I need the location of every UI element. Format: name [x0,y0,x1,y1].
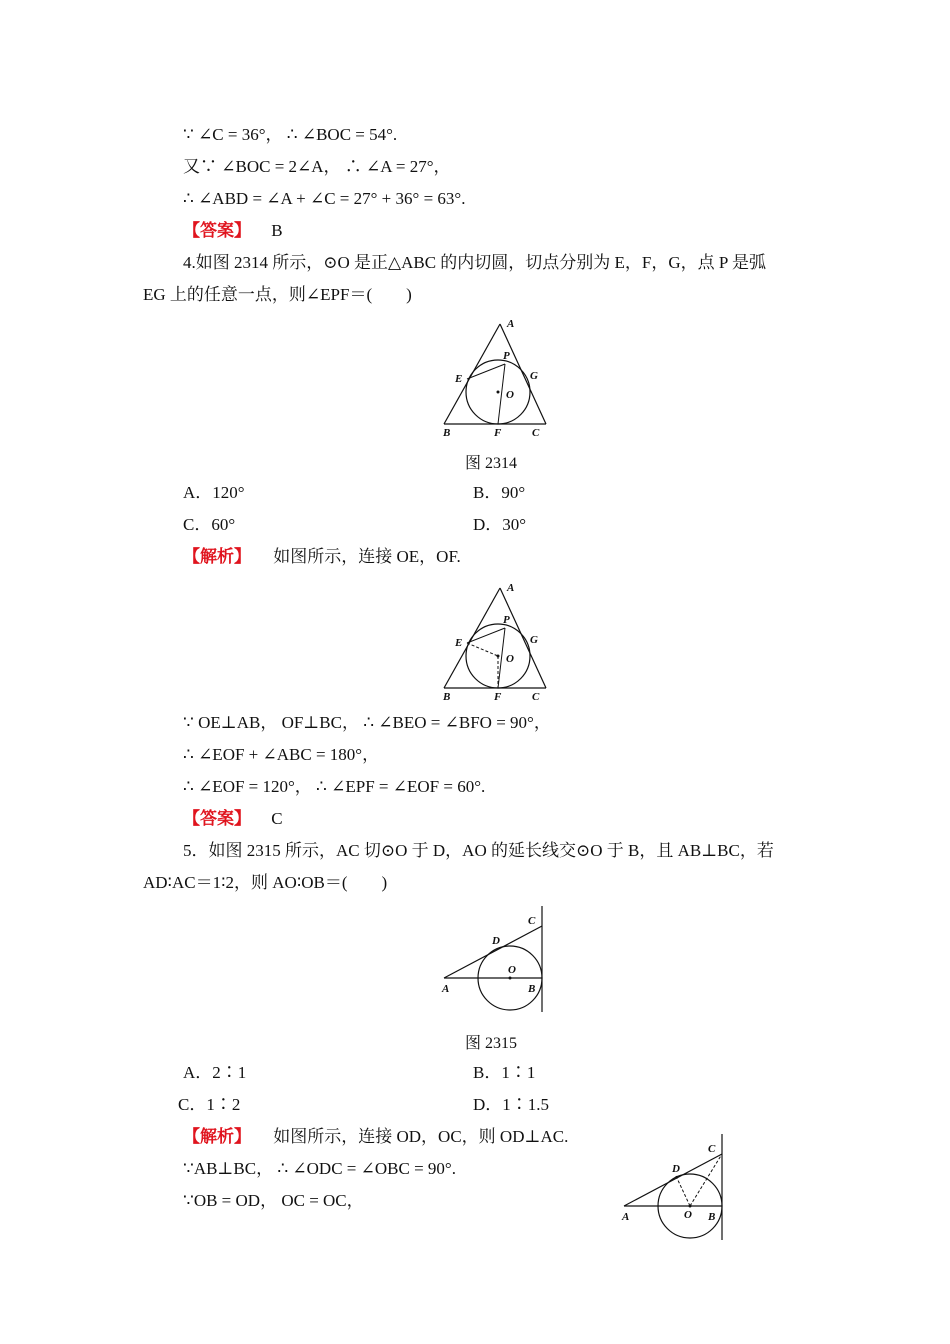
fig-center-dot [497,655,500,658]
figure-2314-caption: 图 2314 [465,455,518,472]
fig-segment-pf [498,628,505,688]
answer-value: B [271,221,283,240]
fig-label-d: D [672,1163,680,1175]
fig-label-c: C [708,1143,716,1155]
solution-5-line-1: ∵AB⊥BC， ∴ ∠ODC = ∠OBC = 90°. [183,1159,456,1178]
fig-label-a: A [507,318,515,330]
solution-4-line-2: ∴ ∠EOF + ∠ABC = 180°， [183,745,380,764]
question-5-line-1: 5．如图 2315 所示，AC 切⊙O 于 D，AO 的延长线交⊙O 于 B，且 AB⊥BC，若 [183,841,774,860]
fig-center-dot [689,1205,692,1208]
solution-4-line-3: ∴ ∠EOF = 120°， ∴ ∠EPF = ∠EOF = 60°. [183,777,486,796]
fig-label-e: E [455,373,463,385]
fig-side-ac [500,588,546,688]
figure-2315-caption: 图 2315 [465,1035,518,1052]
fig-label-b: B [443,691,451,703]
fig-line-ac [624,1154,722,1206]
option-b: B．90° [473,483,526,502]
answer-tag: 【答案】 [183,221,251,240]
fig-label-o: O [506,653,514,665]
option-d: D．30° [473,515,527,534]
solution-line-2: 又∵ ∠BOC = 2∠A， ∴ ∠A = 27°， [183,157,451,176]
fig-segment-pf [498,364,505,424]
fig-label-b: B [443,427,451,439]
figure-2315-solution [616,1132,736,1244]
analysis-text: 如图所示，连接 OD，OC，则 OD⊥AC. [273,1127,569,1146]
fig-label-f: F [494,691,502,703]
fig-line-ac [444,926,542,978]
question-4-line-1: 4.如图 2314 所示，⊙O 是正△ABC 的内切圆，切点分别为 E，F，G，点 P 是弧 [183,253,766,272]
solution-5-line-2: ∵OB = OD， OC = OC， [183,1191,364,1210]
fig-label-a: A [622,1211,630,1223]
analysis-tag: 【解析】 [183,1127,251,1146]
fig-label-p: P [503,350,510,362]
question-4-line-2: EG 上的任意一点，则∠EPF＝( ) [143,285,412,304]
fig-label-d: D [492,935,500,947]
fig-center-dot [497,391,500,394]
fig-label-b: B [708,1211,716,1223]
question-5-line-2: AD∶AC＝1∶2，则 AO∶OB＝( ) [143,873,388,892]
fig-label-o: O [684,1209,692,1221]
answer-tag: 【答案】 [183,809,251,828]
solution-5-intro [183,1126,568,1148]
analysis-text: 如图所示，连接 OE，OF. [273,547,461,566]
answer-3 [183,220,283,242]
fig-label-c: C [532,691,540,703]
option-c: C．60° [183,515,236,534]
fig-label-c: C [532,427,540,439]
fig-side-ac [500,324,546,424]
fig-label-a: A [507,582,515,594]
fig-label-g: G [530,370,538,382]
fig-label-p: P [503,614,510,626]
answer-4 [183,808,283,830]
answer-value: C [271,809,283,828]
option-a: A．2∶1 [183,1063,247,1082]
option-b: B．1∶1 [473,1063,536,1082]
fig-label-o: O [506,389,514,401]
figure-2314-solution [436,576,556,704]
figure-2315 [436,904,556,1016]
fig-dashed-oc [690,1154,722,1206]
fig-center-dot [509,977,512,980]
solution-4-line-1: ∵ OE⊥AB， OF⊥BC， ∴ ∠BEO = ∠BFO = 90°， [183,713,551,732]
solution-4-intro [183,546,461,568]
option-d: D．1∶1.5 [473,1095,550,1114]
solution-line-1: ∵ ∠C = 36°， ∴ ∠BOC = 54°. [183,125,398,144]
fig-dashed-od [676,1176,690,1206]
fig-label-b: B [528,983,536,995]
fig-label-e: E [455,637,463,649]
fig-label-f: F [494,427,502,439]
option-c: C．1∶2 [178,1095,241,1114]
fig-label-a: A [442,983,450,995]
analysis-tag: 【解析】 [183,547,251,566]
figure-2314 [436,312,556,440]
fig-label-g: G [530,634,538,646]
option-a: A．120° [183,483,245,502]
fig-label-o: O [508,964,516,976]
solution-line-3: ∴ ∠ABD = ∠A + ∠C = 27° + 36° = 63°. [183,189,466,208]
fig-dashed-oe [467,643,498,656]
fig-label-c: C [528,915,536,927]
